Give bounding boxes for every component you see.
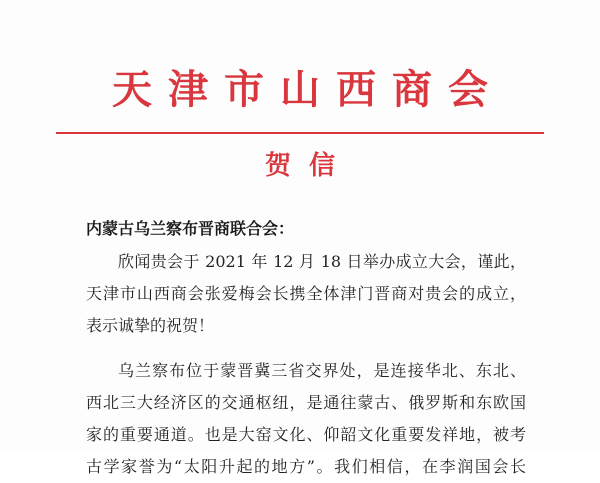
paragraph-1 (86, 246, 526, 342)
paragraph-line: 家的重要通道。也是大窑文化、仰韶文化重要发祥地，被考 (86, 425, 526, 444)
paragraph-line: 欣闻贵会于 2021 年 12 月 18 日举办成立大会，谨此， (118, 252, 526, 271)
letter-salutation: 内蒙古乌兰察布晋商联合会： (86, 219, 295, 238)
letterhead-organization: 天津市山西商会 (112, 67, 504, 113)
paragraph-line: 古学家誉为“太阳升起的地方”。我们相信，在李润国会长 (86, 457, 526, 476)
paragraph-line: 西北三大经济区的交通枢纽，是通往蒙古、俄罗斯和东欧国 (86, 393, 526, 412)
paragraph-2 (86, 355, 526, 483)
paragraph-line: 表示诚挚的祝贺！ (86, 316, 215, 335)
paragraph-line: 天津市山西商会张爱梅会长携全体津门晋商对贵会的成立， (86, 284, 526, 303)
letterhead-divider (56, 132, 544, 134)
paragraph-line: 乌兰察布位于蒙晋冀三省交界处，是连接华北、东北、 (118, 361, 526, 380)
letter-body (86, 212, 526, 483)
letter-title: 贺信 (264, 151, 353, 181)
